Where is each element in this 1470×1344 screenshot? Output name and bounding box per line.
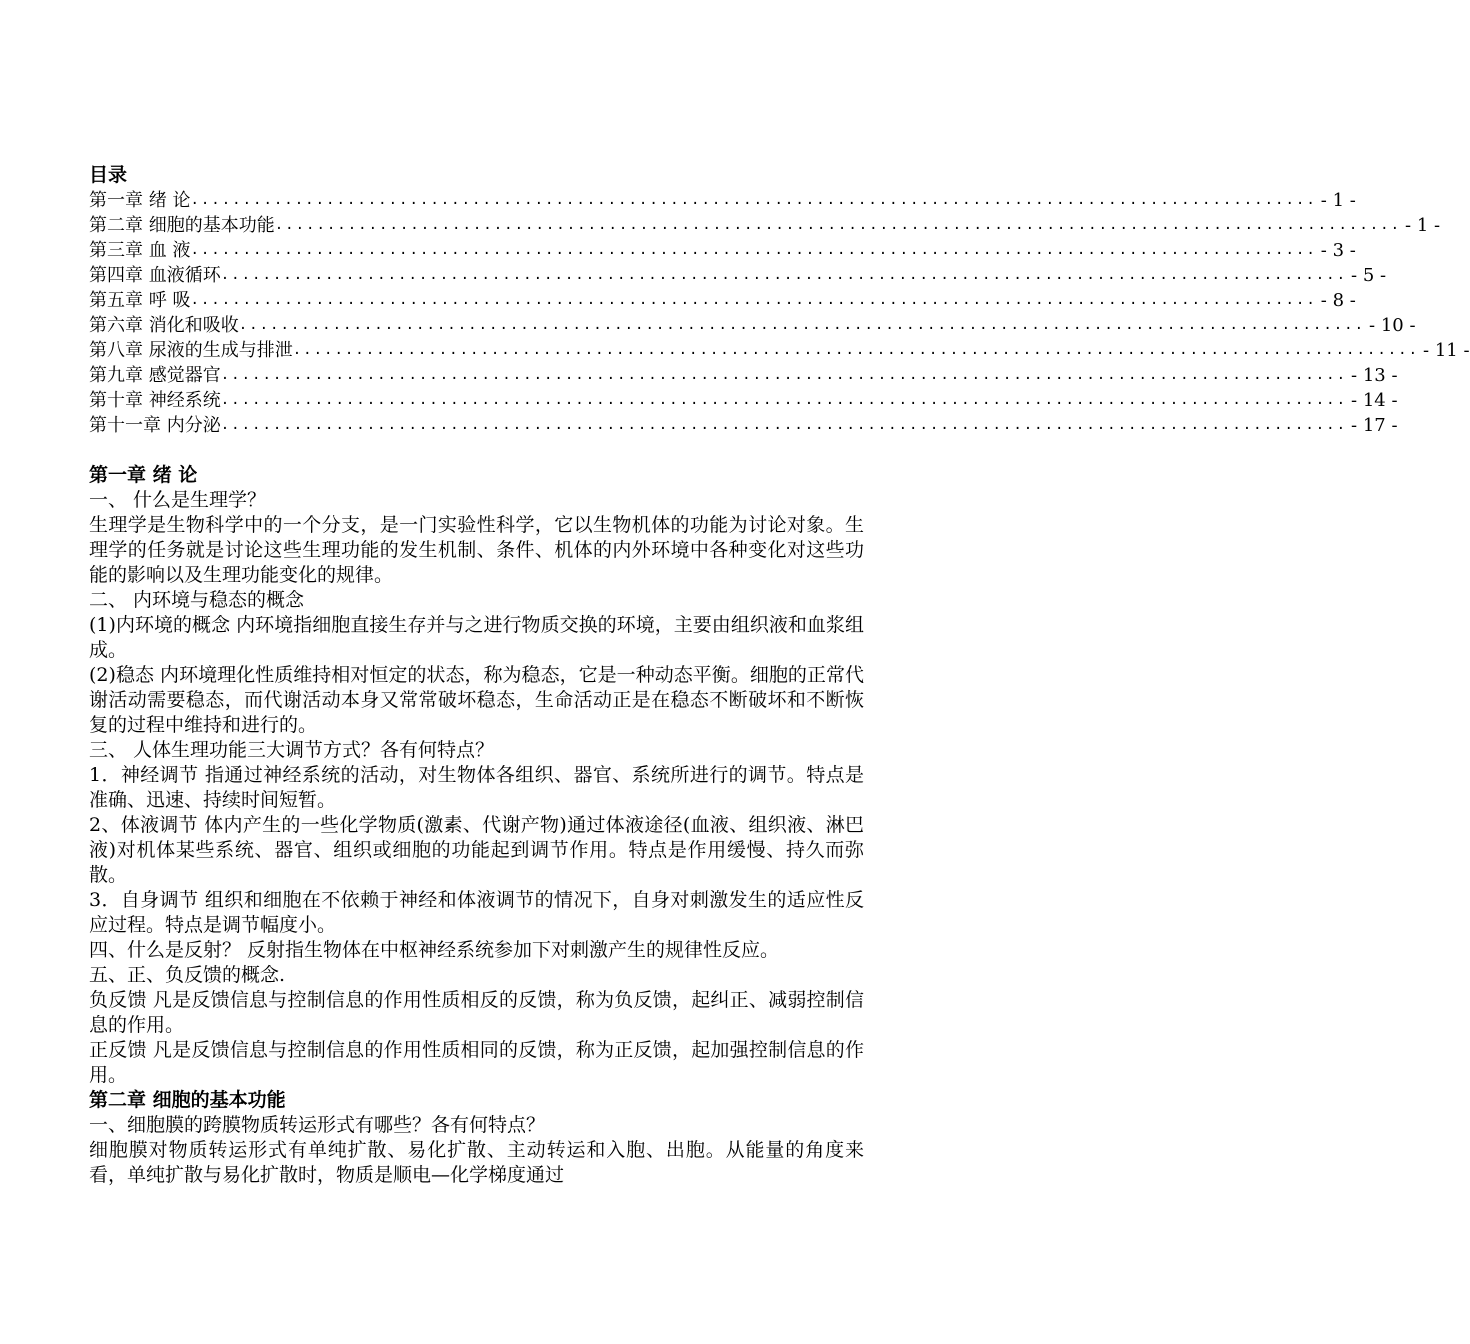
toc-entry-page: - 17 -: [1351, 415, 1398, 436]
paragraph: 2、体液调节 体内产生的一些化学物质(激素、代谢产物)通过体液途径(血液、组织液、淋巴液)对机体某些系统、器官、组织或细胞的功能起到调节作用。特点是作用缓慢、持久而弥散。: [89, 814, 864, 886]
toc-entry-page: - 14 -: [1351, 390, 1398, 411]
section-gap: [89, 438, 864, 463]
toc-dot-leader: ............................................................................................................: [220, 367, 1348, 383]
chapter-title: 第一章 绪 论: [89, 464, 198, 486]
toc-entry-page: - 5 -: [1351, 265, 1387, 286]
chapter-2: [89, 1088, 864, 1188]
toc-entry[interactable]: [89, 363, 1398, 388]
toc-dot-leader: ............................................................................................................: [238, 317, 1366, 333]
chapter-1: [89, 463, 864, 1088]
paragraph: (1)内环境的概念 内环境指细胞直接生存并与之进行物质交换的环境，主要由组织液和血浆组成。: [89, 614, 864, 661]
toc-entry-page: - 11 -: [1423, 340, 1470, 361]
toc-entry[interactable]: [89, 213, 1441, 238]
question-heading: 三、 人体生理功能三大调节方式？各有何特点？: [89, 739, 495, 761]
toc-entry[interactable]: [89, 338, 1470, 363]
toc-entry-label: 第十章 神经系统: [89, 390, 221, 411]
toc-dot-leader: ............................................................................................................: [220, 267, 1348, 283]
toc-entry-page: - 1 -: [1320, 190, 1356, 211]
paragraph: 生理学是生物科学中的一个分支，是一门实验性科学，它以生物机体的功能为讨论对象。生理学的任务就是讨论这些生理功能的发生机制、条件、机体的内外环境中各种变化对这些功能的影响以及生理功能变化的规律。: [89, 514, 864, 586]
paragraph: 正反馈 凡是反馈信息与控制信息的作用性质相同的反馈，称为正反馈，起加强控制信息的作用。: [89, 1039, 864, 1086]
paragraph: 负反馈 凡是反馈信息与控制信息的作用性质相反的反馈，称为负反馈，起纠正、减弱控制信息的作用。: [89, 989, 864, 1036]
question-heading: 五、正、负反馈的概念.: [89, 964, 286, 986]
question-heading: 二、 内环境与稳态的概念: [89, 589, 305, 611]
toc-title: 目录: [89, 164, 128, 186]
toc-entry[interactable]: [89, 188, 1356, 213]
paragraph: 1．神经调节 指通过神经系统的活动，对生物体各组织、器官、系统所进行的调节。特点是准确、迅速、持续时间短暂。: [89, 764, 864, 811]
toc-entry-label: 第二章 细胞的基本功能: [89, 215, 275, 236]
chapter-title: 第二章 细胞的基本功能: [89, 1089, 286, 1111]
toc-entry[interactable]: [89, 413, 1398, 438]
toc-entry[interactable]: [89, 263, 1387, 288]
page-content: [89, 163, 1470, 1188]
toc-entry-page: - 1 -: [1405, 215, 1441, 236]
question-heading: 一、 什么是生理学？: [89, 489, 267, 511]
question-heading: 四、什么是反射？ 反射指生物体在中枢神经系统参加下对刺激产生的规律性反应。: [89, 939, 780, 961]
toc-entry[interactable]: [89, 288, 1356, 313]
toc-entry-page: - 13 -: [1351, 365, 1398, 386]
toc-dot-leader: ............................................................................................................: [220, 417, 1348, 433]
toc-entry-label: 第三章 血 液: [89, 240, 191, 261]
toc-list: [89, 188, 1470, 438]
toc-entry-page: - 10 -: [1369, 315, 1416, 336]
toc-dot-leader: ............................................................................................................: [190, 242, 1317, 258]
toc-entry-label: 第一章 绪 论: [89, 190, 191, 211]
toc-entry-label: 第六章 消化和吸收: [89, 315, 239, 336]
toc-entry-label: 第十一章 内分泌: [89, 415, 221, 436]
paragraph: 细胞膜对物质转运形式有单纯扩散、易化扩散、主动转运和入胞、出胞。从能量的角度来看，单纯扩散与易化扩散时，物质是顺电—化学梯度通过: [89, 1139, 864, 1186]
toc-entry-page: - 8 -: [1320, 290, 1356, 311]
paragraph: (2)稳态 内环境理化性质维持相对恒定的状态，称为稳态，它是一种动态平衡。细胞的正常代谢活动需要稳态，而代谢活动本身又常常破坏稳态，生命活动正是在稳态不断破坏和不断恢复的过程中维持和进行的。: [89, 664, 864, 736]
toc-entry-label: 第五章 呼 吸: [89, 290, 191, 311]
toc-dot-leader: ............................................................................................................: [190, 292, 1317, 308]
toc-dot-leader: ............................................................................................................: [292, 342, 1420, 358]
toc-entry-label: 第八章 尿液的生成与排泄: [89, 340, 293, 361]
toc-entry[interactable]: [89, 388, 1398, 413]
toc-dot-leader: ............................................................................................................: [220, 392, 1348, 408]
toc-entry-page: - 3 -: [1320, 240, 1356, 261]
paragraph: 3．自身调节 组织和细胞在不依赖于神经和体液调节的情况下，自身对刺激发生的适应性反应过程。特点是调节幅度小。: [89, 889, 864, 936]
toc-entry-label: 第四章 血液循环: [89, 265, 221, 286]
table-of-contents: [89, 163, 1470, 438]
toc-entry-label: 第九章 感觉器官: [89, 365, 221, 386]
toc-entry[interactable]: [89, 313, 1416, 338]
toc-dot-leader: ............................................................................................................: [274, 217, 1402, 233]
toc-dot-leader: ............................................................................................................: [190, 192, 1317, 208]
toc-entry[interactable]: [89, 238, 1356, 263]
question-heading: 一、细胞膜的跨膜物质转运形式有哪些？各有何特点？: [89, 1114, 546, 1136]
